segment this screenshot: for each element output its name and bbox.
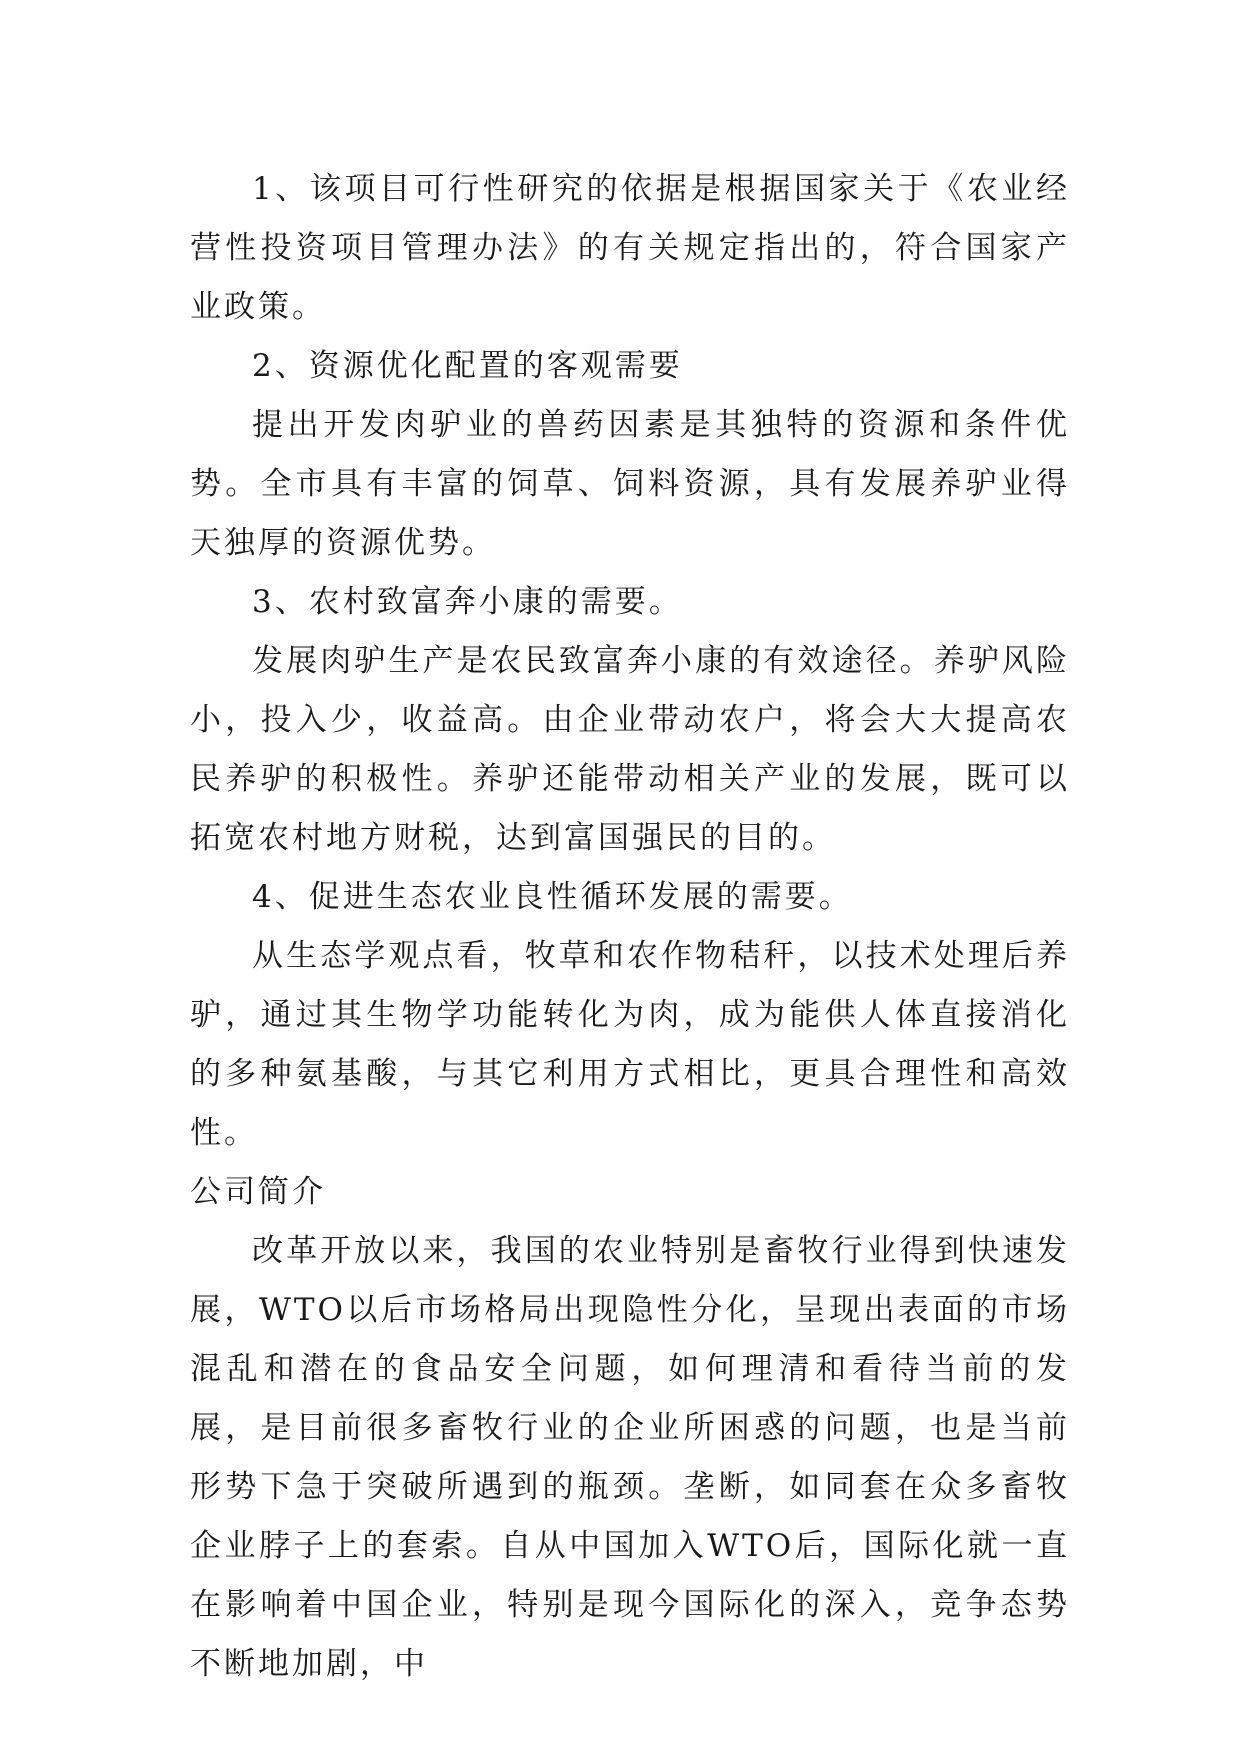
paragraph-rural-prosperity: 发展肉驴生产是农民致富奔小康的有效途径。养驴风险小，投入少，收益高。由企业带动农户，将会大大提高农民养驴的积极性。养驴还能带动相关产业的发展，既可以拓宽农村地方财税，达到富国强民的目的。 bbox=[190, 643, 1070, 856]
document-body bbox=[190, 160, 1070, 1694]
heading-resource-allocation: 2、资源优化配置的客观需要 bbox=[252, 348, 683, 384]
paragraph-basis: 1、该项目可行性研究的依据是根据国家关于《农业经营性投资项目管理办法》的有关规定指出的，符合国家产业政策。 bbox=[190, 171, 1070, 325]
paragraph-ecological-agriculture: 从生态学观点看，牧草和农作物秸秆，以技术处理后养驴，通过其生物学功能转化为肉，成为能供人体直接消化的多种氨基酸，与其它利用方式相比，更具合理性和高效性。 bbox=[190, 938, 1070, 1151]
paragraph-resource-advantage: 提出开发肉驴业的兽药因素是其独特的资源和条件优势。全市具有丰富的饲草、饲料资源，具有发展养驴业得天独厚的资源优势。 bbox=[190, 407, 1070, 561]
heading-rural-prosperity: 3、农村致富奔小康的需要。 bbox=[252, 584, 683, 620]
heading-ecological-agriculture: 4、促进生态农业良性循环发展的需要。 bbox=[252, 879, 853, 915]
section-title-company-profile: 公司简介 bbox=[190, 1174, 326, 1210]
paragraph-company-profile: 改革开放以来，我国的农业特别是畜牧行业得到快速发展，WTO以后市场格局出现隐性分化，呈现出表面的市场混乱和潜在的食品安全问题，如何理清和看待当前的发展，是目前很多畜牧行业的企业所困惑的问题，也是当前形势下急于突破所遇到的瓶颈。垄断，如同套在众多畜牧企业脖子上的套索。自从中国加入WTO后，国际化就一直在影响着中国企业，特别是现今国际化的深入，竞争态势不断地加剧，中 bbox=[190, 1233, 1070, 1682]
